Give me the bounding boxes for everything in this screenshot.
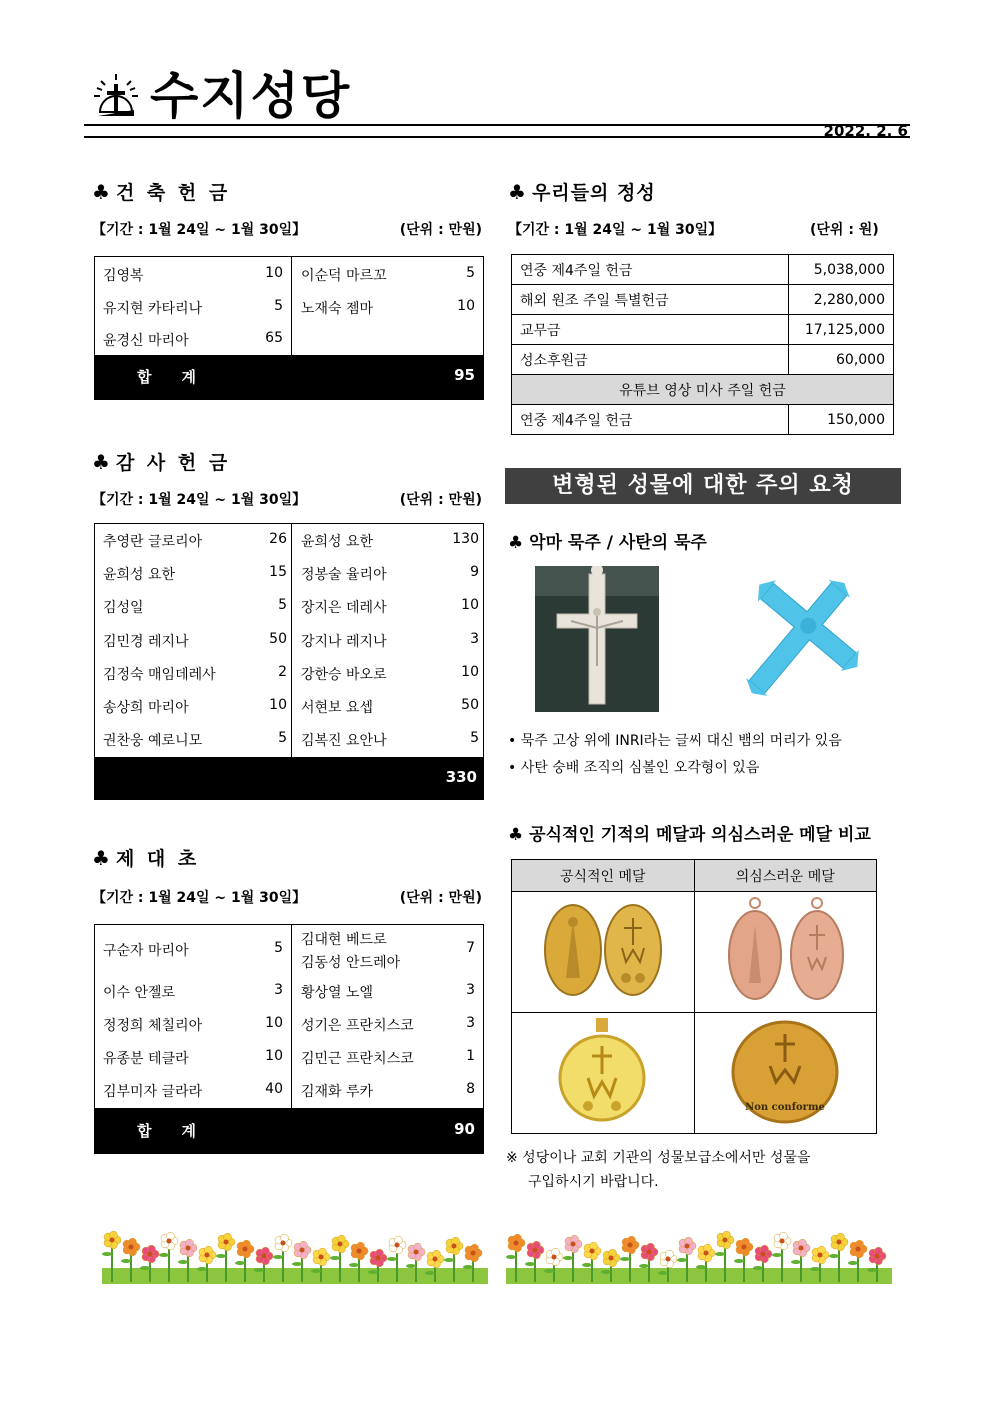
club-icon: ♣ [508,825,530,845]
medal-title: ♣ 공식적인 기적의 메달과 의심스러운 메달 비교 [508,825,871,845]
building-fund-table: 김영복 10 이순덕 마르꼬 5 유지현 카타리나 5 노재숙 젬마 10 윤경신 마리아 65 합 계 95 [94,256,484,400]
church-logo-icon [92,72,140,120]
section-title-altar: ♣ 제 대 초 [92,846,200,870]
period-building: 【기간 : 1월 24일 ~ 1월 30일】 [92,222,307,238]
non-conforme-label: Non conforme [745,1102,826,1113]
warning-banner: 변형된 성물에 대한 주의 요청 [505,468,901,504]
unit-altar: (단위 : 만원) [399,890,482,906]
total-row: 합 계 95 [95,355,483,399]
bullet-2: • 사탄 숭배 조직의 심볼인 오각형이 있음 [508,760,760,776]
table-row: 교무금 17,125,000 [512,315,894,345]
official-medal-image-2 [538,1016,668,1126]
unit-building: (단위 : 만원) [399,222,482,238]
bullet-1: • 묵주 고상 위에 INRI라는 글씨 대신 뱀의 머리가 있음 [508,733,842,749]
club-icon: ♣ [508,533,530,553]
altar-right-line2: 김동성 안드레아 [301,955,401,971]
club-icon: ♣ [92,450,110,474]
section-title-offering: ♣ 우리들의 정성 [508,180,656,204]
blue-crucifix-image [728,568,868,708]
official-medal-image-1 [538,900,668,1000]
official-medal-header: 공식적인 메달 [512,860,695,892]
flower-border-right [506,1224,892,1284]
club-icon: ♣ [508,180,526,204]
table-row: 해외 원조 주일 특별헌금 2,280,000 [512,285,894,315]
suspicious-medal-image-1 [720,895,850,1005]
pearl-crucifix-image [535,566,659,712]
table-row: 연중 제4주일 헌금 150,000 [512,405,894,435]
altar-right-line1: 김대현 베드로 [301,932,387,948]
bulletin-date: 2022. 2. 6 [823,122,908,140]
youtube-subheader: 유튜브 영상 미사 주일 헌금 [512,375,894,405]
club-icon: ♣ [92,846,110,870]
total-row: 합 계 90 [95,1108,483,1153]
offering-table [511,254,894,435]
section-title-building: ♣ 건 축 헌 금 [92,180,231,204]
unit-offering: (단위 : 원) [810,222,879,238]
total-row: 330 [95,757,483,799]
medal-comparison-table [511,859,877,1134]
period-altar: 【기간 : 1월 24일 ~ 1월 30일】 [92,890,307,906]
parish-name: 수지성당 [150,67,352,125]
suspicious-medal-header: 의심스러운 메달 [694,860,877,892]
header-rule [84,124,910,138]
suspicious-medal-image-2 [720,1016,850,1126]
unit-thanks: (단위 : 만원) [399,492,482,508]
altar-candle-table: 김대현 베드로 김동성 안드레아 합 계 90 구순자 마리아 5 7 이수 안젤로 3 황상열 노엘 3 정정희 체칠리아 10 성기은 프란치스코 3 유종분 테클라 10 김민근 프란치스코 1 김부미자 글라라 40 김재화 루카 8 [94,924,484,1154]
table-row: 연중 제4주일 헌금 5,038,000 [512,255,894,285]
period-thanks: 【기간 : 1월 24일 ~ 1월 30일】 [92,492,307,508]
rosary-title: ♣ 악마 묵주 / 사탄의 묵주 [508,533,707,553]
thanks-table: 330 추영란 글로리아 26 윤희성 요한 130 윤희성 요한 15 정봉술 율리아 9 김성일 5 장지은 데레사 10 김민경 레지나 50 강지나 레지나 3 김정숙 매임데레사 2 강한승 바오로 10 송상희 마리아 10 서현보 요셉 50 권찬웅 예로니모 5 김복진 요안나 5 [94,523,484,800]
section-title-thanks: ♣ 감 사 헌 금 [92,450,231,474]
table-row: 성소후원금 60,000 [512,345,894,375]
flower-border-left [102,1224,488,1284]
club-icon: ♣ [92,180,110,204]
period-offering: 【기간 : 1월 24일 ~ 1월 30일】 [508,222,723,238]
purchase-note: ※ 성당이나 교회 기관의 성물보급소에서만 성물을 구입하시기 바랍니다. [506,1150,811,1190]
